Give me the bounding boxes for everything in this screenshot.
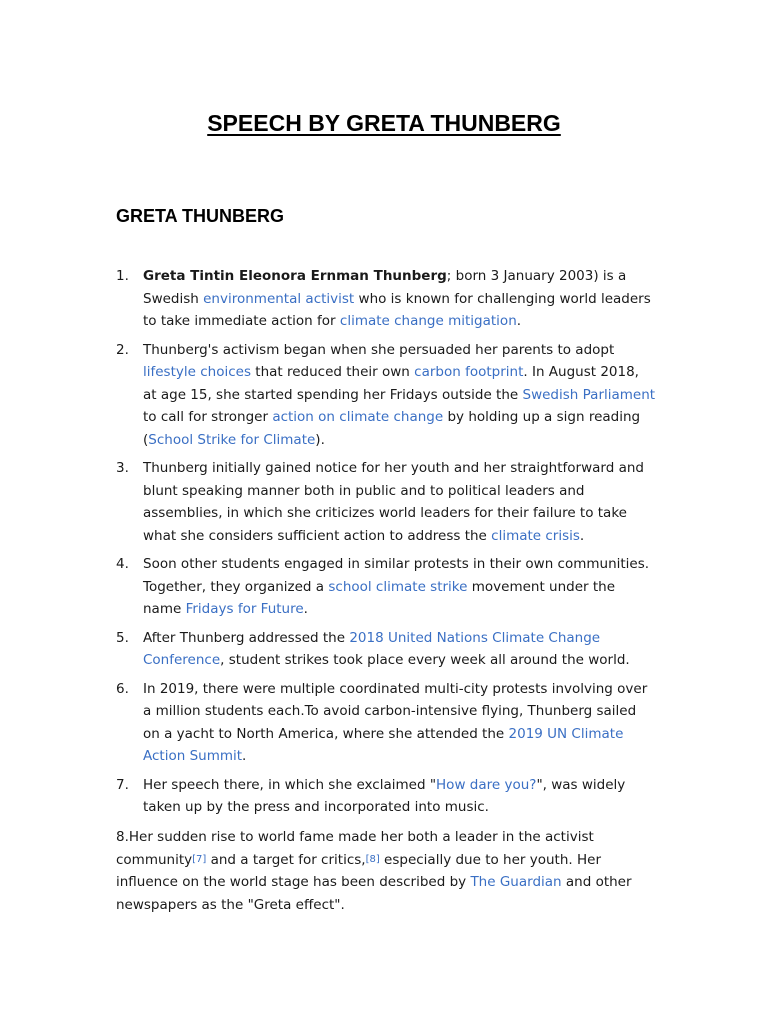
body-text: that reduced their own [250,364,415,380]
closing-paragraph [116,826,656,916]
body-text: who is known for challenging world leaders to take immediate action for [143,290,651,329]
body-text: ", was widely taken up by the press and incorporated into music. [143,776,626,815]
body-text: Thunberg initially gained notice for her youth and her straightforward and blunt speaking manner both in public and to political leaders and assemblies, in which she criticizes world leaders for their failure to take what she considers sufficient action to address the [143,460,644,544]
list-item-text [143,268,651,329]
list-item [116,265,656,333]
body-text: After Thunberg addressed the [143,629,350,646]
list-item [116,457,656,547]
body-text: by holding up a sign reading ( [143,409,641,448]
hyperlink[interactable]: environmental activist [203,290,355,307]
hyperlink[interactable]: 2019 UN Climate Action Summit [143,725,624,764]
body-text: In 2019, there were multiple coordinated multi-city protests involving over a million students each.To avoid carbon-intensive flying, Thunberg sailed on a yacht to North America, where she attended the [143,680,648,742]
hyperlink[interactable]: School Strike for Climate [148,431,316,448]
body-text: . In August 2018, at age 15, she started spending her Fridays outside the [143,364,639,403]
hyperlink[interactable]: school climate strike [328,578,468,595]
list-item [116,339,656,452]
hyperlink[interactable]: action on climate change [272,409,444,425]
body-text: . [516,313,522,329]
list-item-text [143,556,649,617]
hyperlink[interactable]: Swedish Parliament [522,386,656,403]
list-number: 2. [116,341,129,358]
body-text: . [303,601,308,617]
body-text: movement under the name [143,578,616,617]
list-item [116,553,656,621]
citation-link[interactable]: [7] [192,853,207,865]
list-number: 3. [116,460,129,476]
body-text: and a target for critics, [206,851,366,868]
list-item [116,678,656,768]
hyperlink[interactable]: The Guardian [470,874,562,890]
list-number: 5. [116,629,129,646]
body-text: Soon other students engaged in similar protests in their own communities. Together, they organized a [143,556,650,595]
citation-link[interactable]: [8] [365,853,380,865]
body-text: ; born 3 January 2003) is a Swedish [143,268,627,307]
full-name: Greta Tintin Eleonora Ernman Thunberg [143,268,447,284]
page-title: SPEECH BY GRETA THUNBERG [207,110,561,136]
section-heading: GRETA THUNBERG [116,206,284,226]
hyperlink[interactable]: lifestyle choices [143,364,251,380]
list-number: 6. [116,680,129,697]
list-item-text [143,681,647,765]
list-number: 7. [116,776,129,793]
hyperlink[interactable]: climate change mitigation [339,313,517,329]
list-number: 4. [116,556,129,572]
hyperlink[interactable]: Fridays for Future [185,601,304,617]
body-text: Thunberg's activism began when she persuaded her parents to adopt [143,341,615,358]
list-item [116,774,656,819]
hyperlink[interactable]: 2018 United Nations Climate Change Conference [143,629,601,668]
hyperlink[interactable]: How dare you? [436,776,537,793]
body-text: and other newspapers as the "Greta effect". [116,874,632,913]
body-text: to call for stronger [143,409,273,425]
list-item-text [143,342,655,448]
body-text: Her speech there, in which she exclaimed " [143,776,437,793]
list-item [116,627,656,672]
list-item-text [143,630,630,669]
body-text: . [579,527,585,544]
numbered-list [116,265,656,825]
body-text: ). [315,431,325,448]
body-text: . [242,748,247,764]
hyperlink[interactable]: carbon footprint [414,364,524,380]
hyperlink[interactable]: climate crisis [491,527,580,544]
body-text: , student strikes took place every week all around the world. [220,652,630,668]
list-number: 1. [116,268,129,284]
body-text: 8.Her sudden rise to world fame made her both a leader in the activist community [116,829,594,868]
list-item-text [143,777,625,816]
list-item-text [143,460,644,544]
body-text: especially due to her youth. Her influence on the world stage has been described by [116,851,601,890]
